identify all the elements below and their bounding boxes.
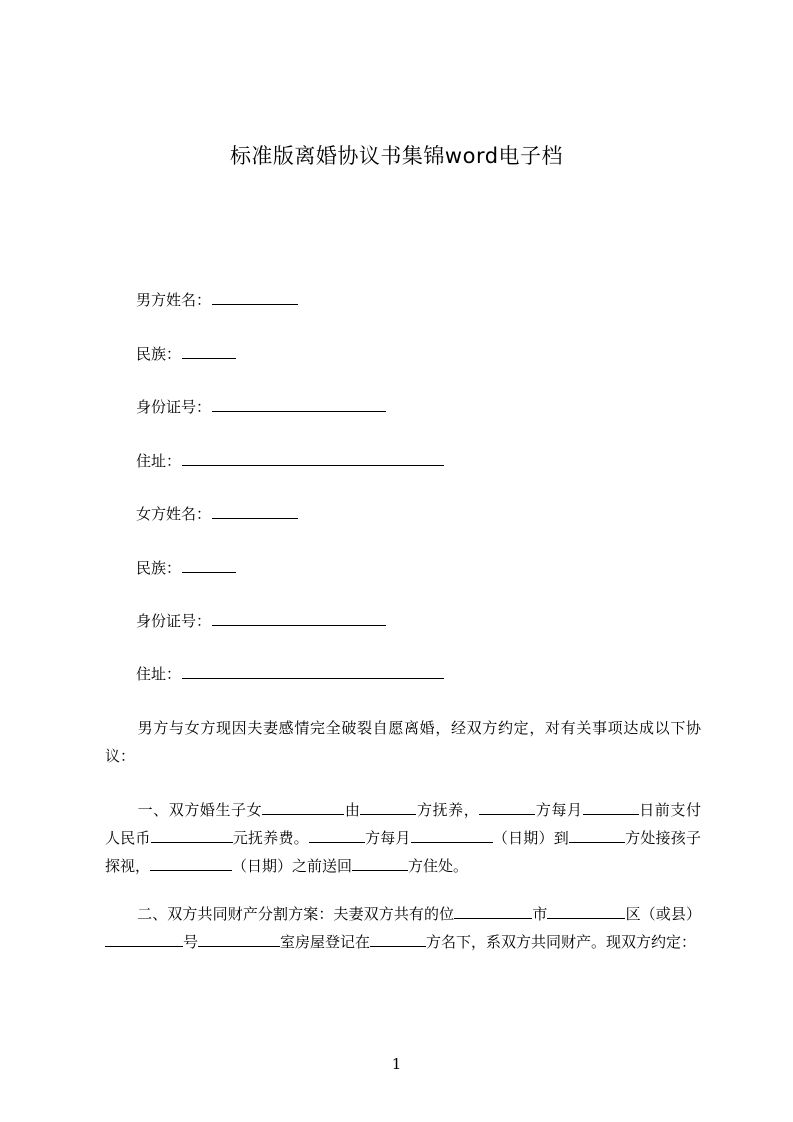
child-blank: [262, 800, 344, 815]
male-ethnicity-label: 民族：: [136, 345, 182, 363]
clause-2-text: 号: [183, 933, 199, 951]
female-ethnicity-label: 民族：: [136, 559, 182, 577]
clause-1-text: 方处接孩子探视，: [105, 829, 701, 875]
visit-location-party-blank: [569, 828, 625, 843]
intro-paragraph: [105, 714, 701, 770]
male-id-blank: [212, 397, 386, 412]
page-number: 1: [391, 1055, 402, 1073]
clause-2-text: 二、双方共同财产分割方案：夫妻双方共有的位: [137, 905, 455, 923]
clause-2-text: 市: [532, 905, 548, 923]
city-blank: [454, 904, 532, 919]
female-address-blank: [182, 664, 444, 679]
male-id-label: 身份证号：: [136, 398, 212, 416]
registered-party-blank: [370, 932, 426, 947]
room-number-blank: [198, 932, 280, 947]
return-party-blank: [352, 856, 408, 871]
clause-2-text: 方名下，系双方共同财产。现双方约定：: [426, 933, 697, 951]
female-id-field: [136, 611, 386, 631]
clause-1-text: （日期）之前送回: [232, 857, 353, 875]
payer-party-blank: [479, 800, 535, 815]
clause-1-text: 方住处。: [408, 857, 469, 875]
clause-1-text: 由: [344, 801, 361, 819]
clause-1-text: 方每月: [364, 829, 411, 847]
clause-1-text: （日期）到: [492, 829, 569, 847]
female-address-label: 住址：: [136, 665, 182, 683]
male-name-blank: [212, 290, 298, 305]
clause-1-paragraph: [105, 796, 701, 880]
female-id-blank: [212, 611, 386, 626]
district-blank: [547, 904, 625, 919]
clause-1-text: 日前支付人民币: [105, 801, 701, 847]
intro-text: 男方与女方现因夫妻感情完全破裂自愿离婚，经双方约定，对有关事项达成以下协议：: [105, 719, 701, 765]
female-name-blank: [212, 504, 298, 519]
support-amount-blank: [151, 828, 233, 843]
clause-1-text: 元抚养费。: [232, 829, 309, 847]
female-ethnicity-field: [136, 558, 236, 578]
male-name-label: 男方姓名：: [136, 291, 212, 309]
clause-1-text: 一、双方婚生子女: [137, 801, 263, 819]
clause-2-text: 区（或县）: [625, 905, 701, 923]
clause-2-text: 室房屋登记在: [280, 933, 371, 951]
male-address-blank: [182, 451, 444, 466]
street-number-blank: [105, 932, 183, 947]
clause-2-paragraph: [105, 900, 701, 956]
document-title: 标准版离婚协议书集锦word电子档: [229, 144, 564, 168]
visit-party-blank: [309, 828, 365, 843]
visit-date-blank: [411, 828, 493, 843]
female-id-label: 身份证号：: [136, 612, 212, 630]
female-ethnicity-blank: [182, 558, 236, 573]
male-ethnicity-blank: [182, 344, 236, 359]
clause-1-text: 方抚养，: [416, 801, 480, 819]
female-name-label: 女方姓名：: [136, 505, 212, 523]
female-address-field: [136, 664, 444, 684]
male-ethnicity-field: [136, 344, 236, 364]
male-address-field: [136, 451, 444, 471]
male-name-field: [136, 290, 298, 310]
payment-day-blank: [583, 800, 639, 815]
male-address-label: 住址：: [136, 452, 182, 470]
custody-party-blank: [360, 800, 416, 815]
clause-1-text: 方每月: [535, 801, 583, 819]
female-name-field: [136, 504, 298, 524]
return-date-blank: [150, 856, 232, 871]
male-id-field: [136, 397, 386, 417]
